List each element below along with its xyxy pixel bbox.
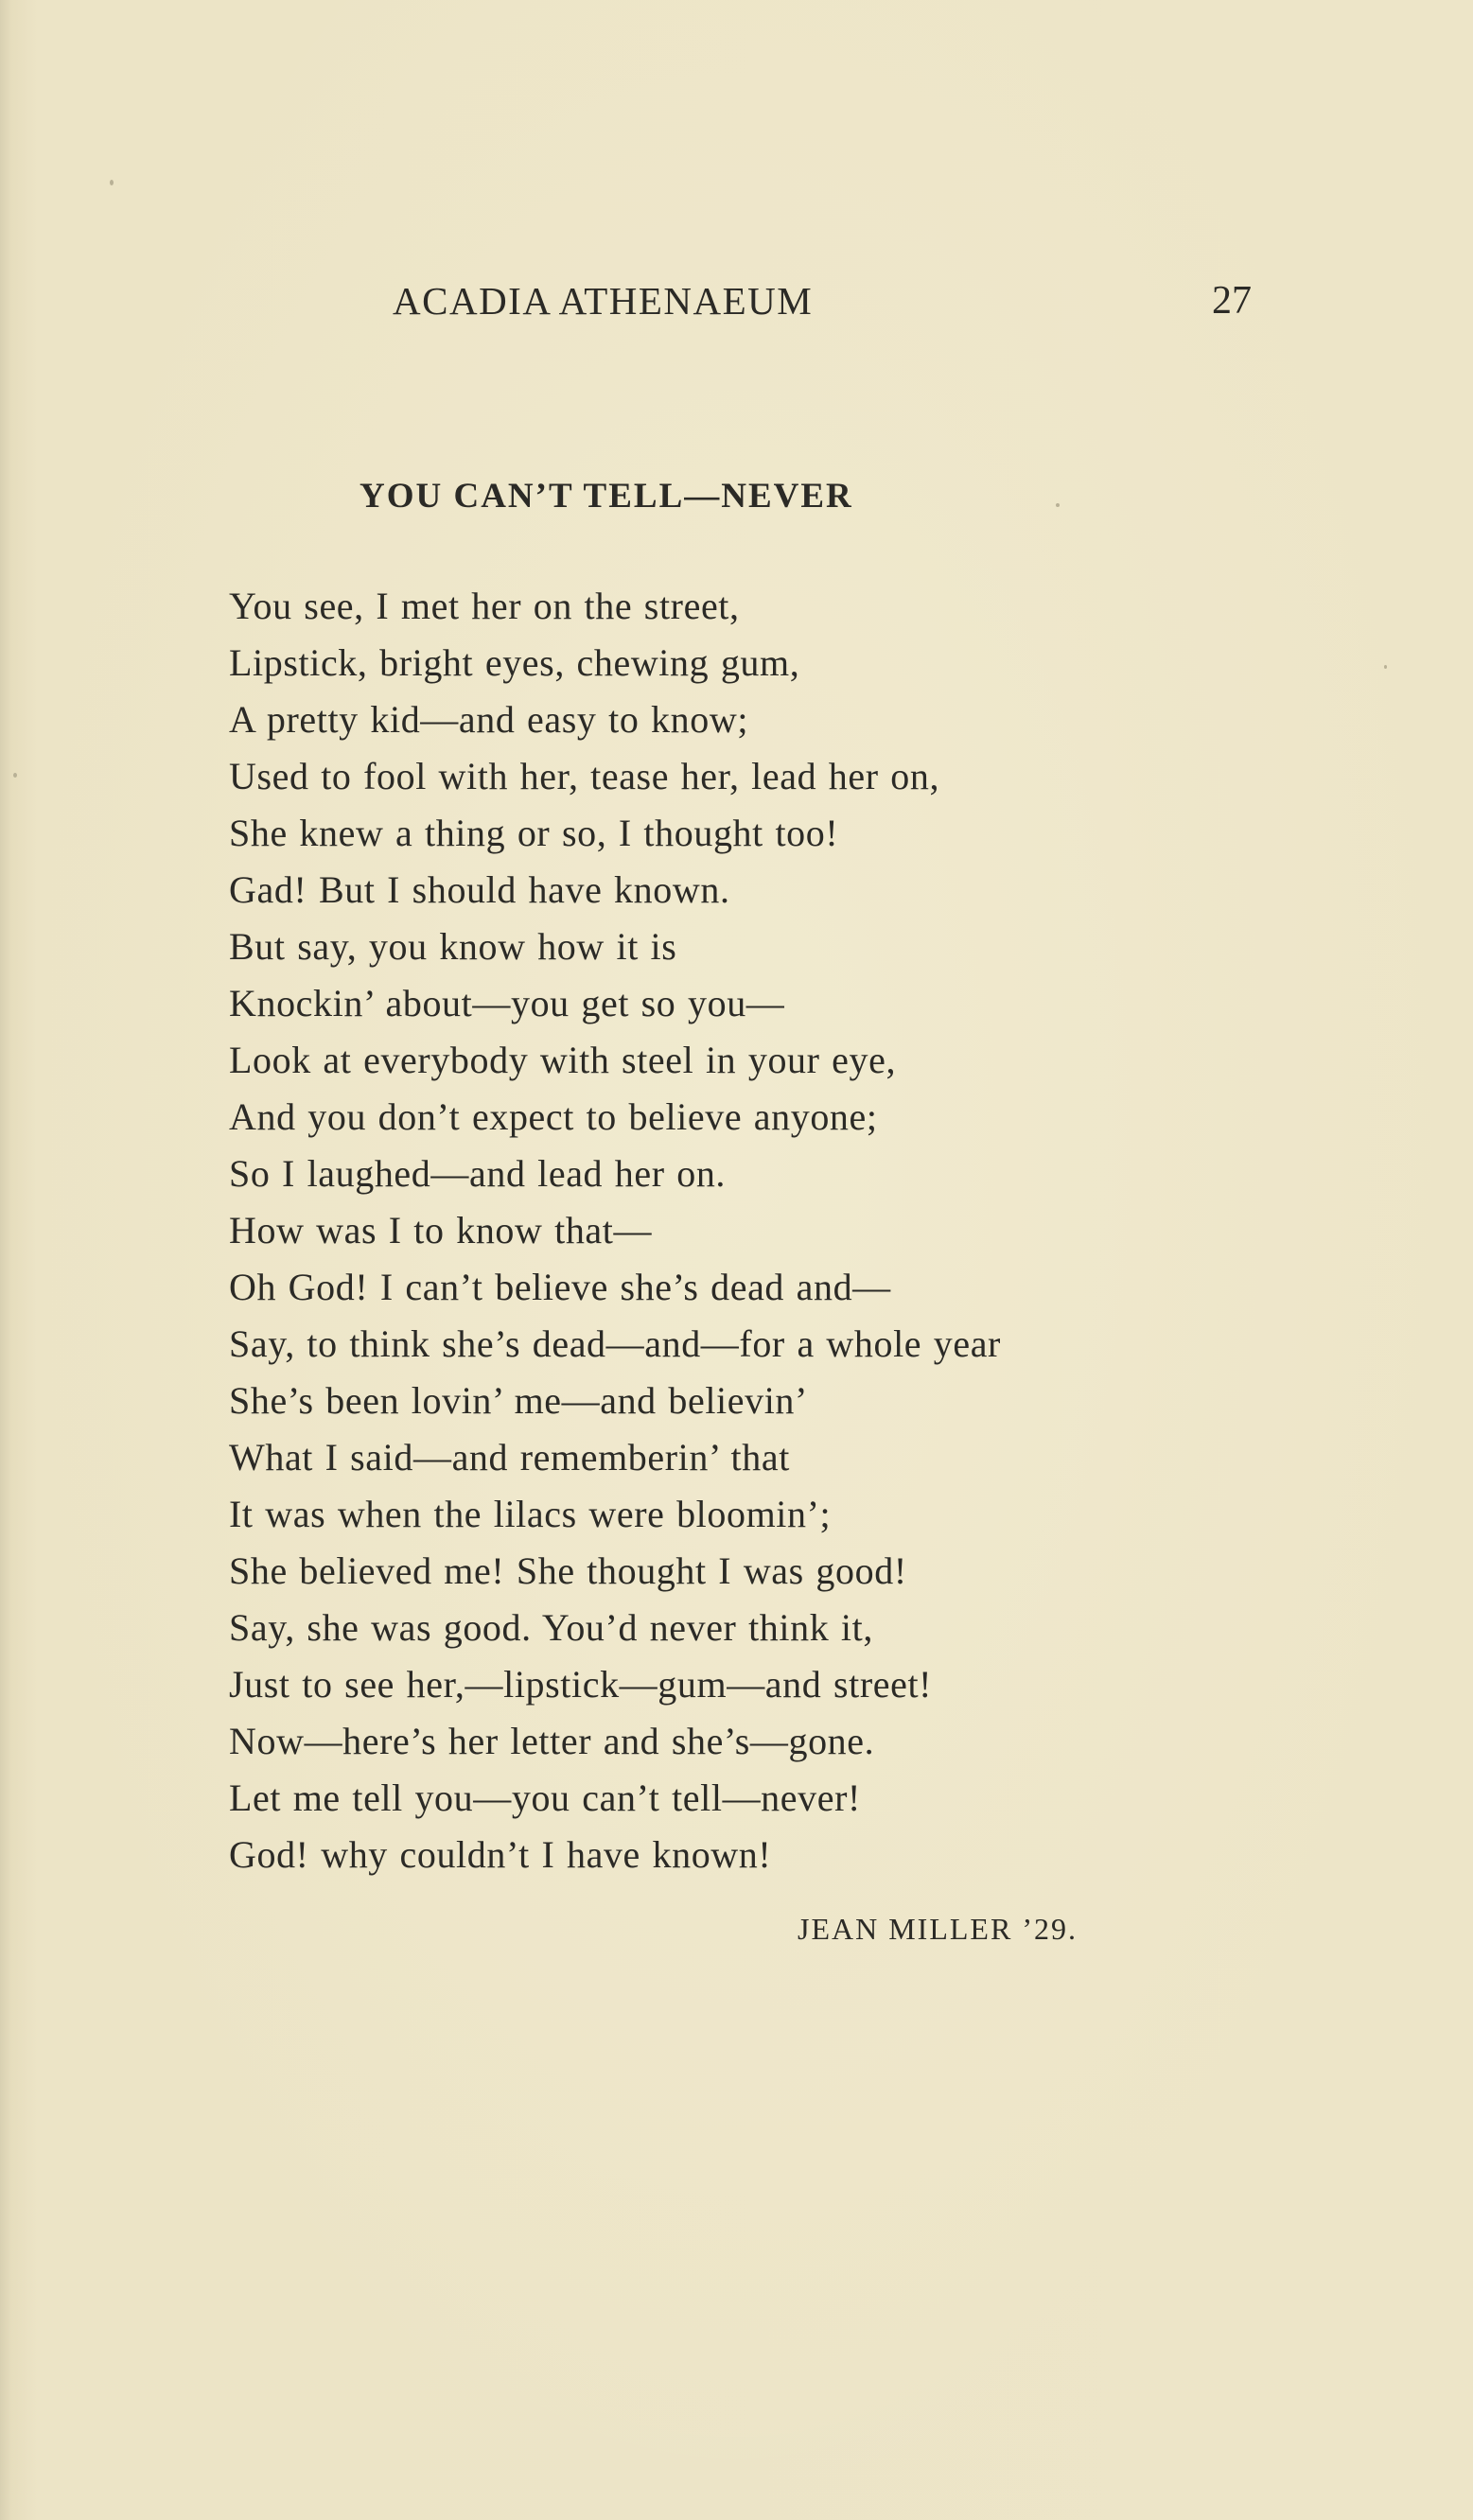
poem-line: Say, she was good. You’d never think it, [229,1606,873,1649]
poem-line: You see, I met her on the street, [229,585,740,627]
poem-title: YOU CAN’T TELL—NEVER [359,477,853,516]
poem-line: A pretty kid—and easy to know; [229,698,749,741]
poem-line: Just to see her,—lipstick—gum—and street! [229,1663,933,1706]
poem-line: How was I to know that— [229,1209,653,1251]
poem-line: Gad! But I should have known. [229,868,730,911]
author-credit: JEAN MILLER ’29. [798,1912,1078,1946]
poem-line: And you don’t expect to believe anyone; [229,1095,878,1138]
paper-speck [1056,503,1060,507]
running-head [0,272,1473,329]
poem-line: Look at everybody with steel in your eye, [229,1039,897,1081]
poem-line: God! why couldn’t I have known! [229,1833,772,1876]
poem-line: But say, you know how it is [229,925,677,968]
poem-line: What I said—and rememberin’ that [229,1436,790,1479]
poem-line: Knockin’ about—you get so you— [229,982,785,1024]
journal-title: ACADIA ATHENAEUM [393,279,814,323]
paper-speck [1384,665,1387,669]
poem-line: Say, to think she’s dead—and—for a whole year [229,1322,1001,1365]
poem-line: So I laughed—and lead her on. [229,1152,727,1195]
poem-line: She’s been lovin’ me—and believin’ [229,1379,808,1422]
poem-line: Let me tell you—you can’t tell—never! [229,1776,861,1819]
poem-line: Used to fool with her, tease her, lead her on, [229,755,940,797]
poem-body [229,578,1001,1883]
poem-line: Lipstick, bright eyes, chewing gum, [229,641,800,684]
poem-line: She believed me! She thought I was good! [229,1549,907,1592]
paper-speck [13,773,17,778]
poem-line: It was when the lilacs were bloomin’; [229,1493,832,1535]
poem-line: She knew a thing or so, I thought too! [229,812,839,854]
page-number: 27 [1212,279,1252,323]
poem-line: Now—here’s her letter and she’s—gone. [229,1720,875,1762]
poem-line: Oh God! I can’t believe she’s dead and— [229,1266,891,1308]
paper-speck [110,180,114,185]
